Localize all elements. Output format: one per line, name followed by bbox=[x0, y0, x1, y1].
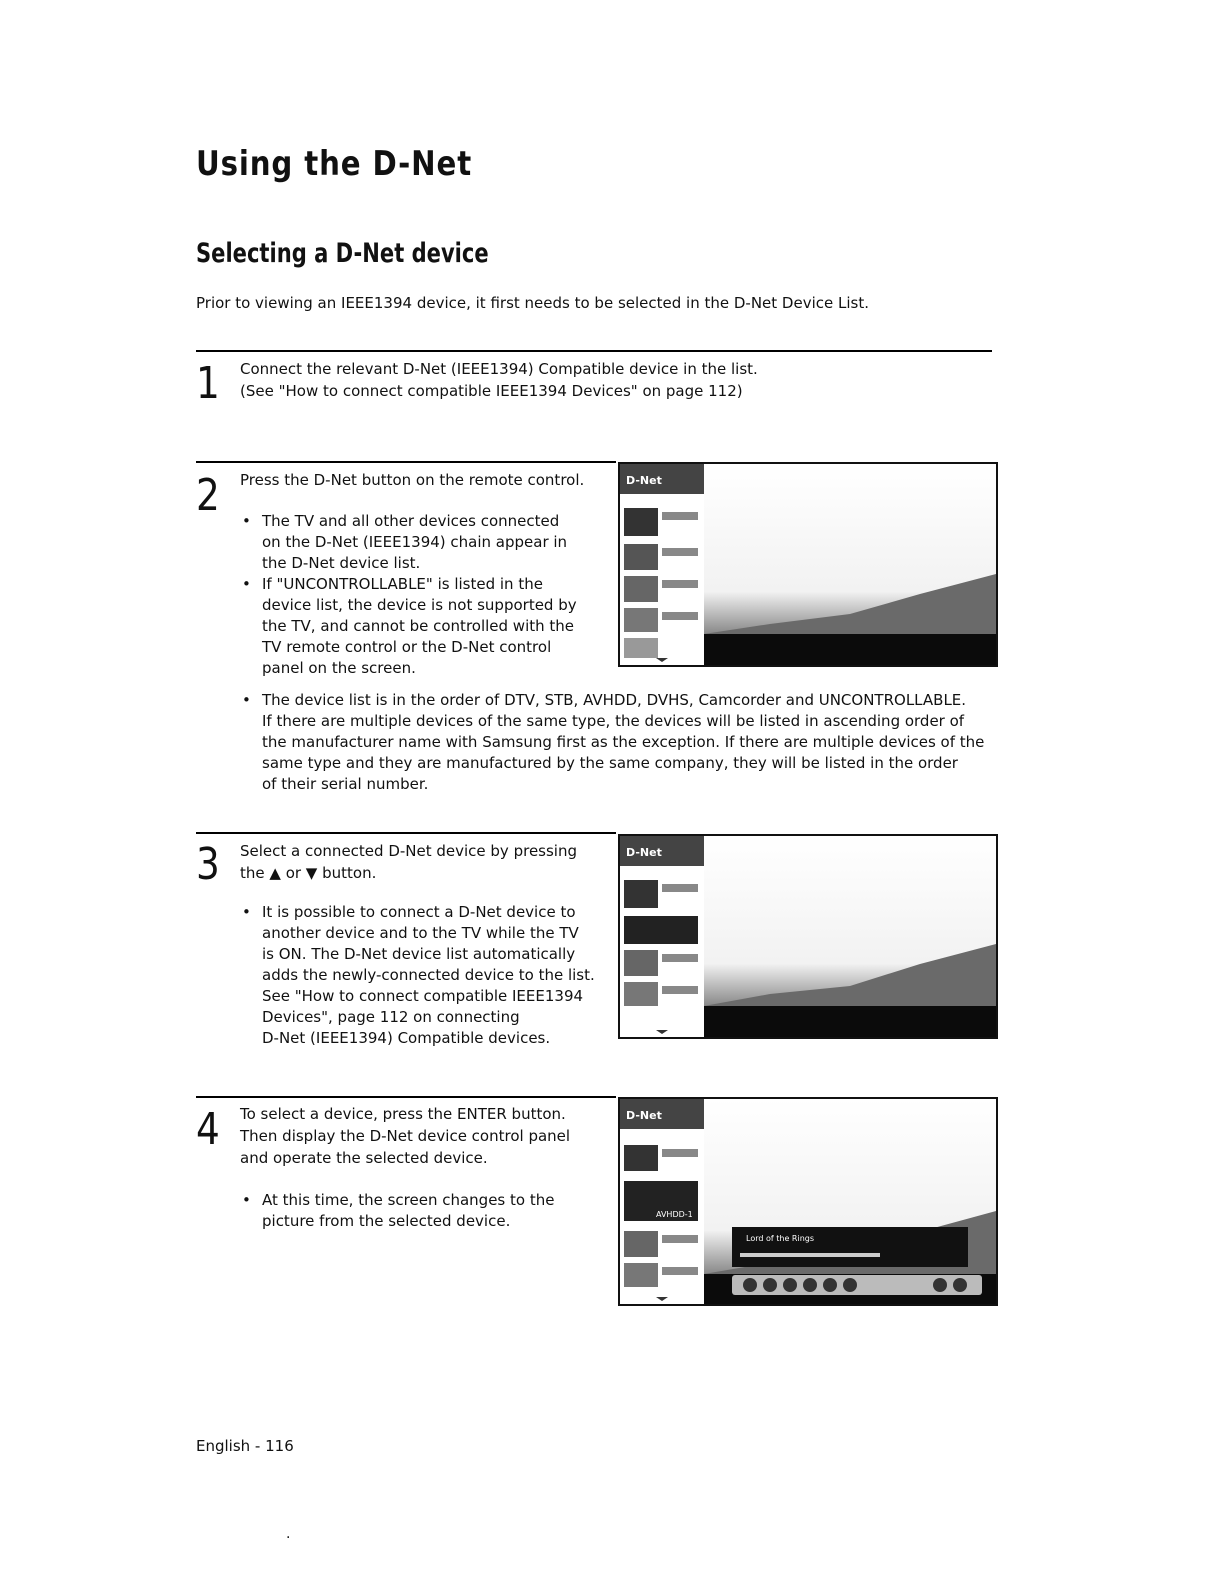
step-3-text bbox=[240, 840, 577, 884]
bullet-item bbox=[240, 902, 616, 1049]
bullet-line: another device and to the TV while the TV bbox=[262, 924, 579, 942]
now-playing-title: Lord of the Rings bbox=[746, 1234, 815, 1243]
bullet-line: the manufacturer name with Samsung first as the exception. If there are multiple devices of the bbox=[262, 733, 985, 751]
bullet-line: TV remote control or the D-Net control bbox=[262, 638, 552, 656]
bullet-line: picture from the selected device. bbox=[262, 1212, 511, 1230]
bullet-line: device list, the device is not supported by bbox=[262, 596, 577, 614]
bullet-line: If there are multiple devices of the same type, the devices will be listed in ascending order of bbox=[262, 712, 965, 730]
bullet-line: Devices", page 112 on connecting bbox=[262, 1008, 520, 1026]
step-4-number: 4 bbox=[196, 1104, 220, 1155]
bullet-dot: • bbox=[242, 691, 251, 709]
tv-screen-illustration bbox=[620, 1099, 996, 1304]
bullet-line: D-Net (IEEE1394) Compatible devices. bbox=[262, 1029, 551, 1047]
bullet-line: If "UNCONTROLLABLE" is listed in the bbox=[262, 575, 543, 593]
step-4-text bbox=[240, 1103, 570, 1169]
screenshot-select-device bbox=[618, 834, 998, 1039]
page-title: Using the D-Net bbox=[196, 144, 473, 184]
bullet-dot: • bbox=[242, 903, 251, 921]
step-4-rule bbox=[196, 1096, 616, 1098]
step-1-line: Connect the relevant D-Net (IEEE1394) Compatible device in the list. bbox=[240, 360, 758, 378]
bullet-line: The TV and all other devices connected bbox=[262, 512, 560, 530]
corner-mark: · bbox=[286, 1530, 291, 1546]
bullet-line: The device list is in the order of DTV, STB, AVHDD, DVHS, Camcorder and UNCONTROLLABLE. bbox=[262, 691, 967, 709]
step-2-bullets bbox=[240, 511, 610, 679]
page-footer: English - 116 bbox=[196, 1437, 294, 1455]
step-4-line: and operate the selected device. bbox=[240, 1149, 488, 1167]
dnet-menu-title: D-Net bbox=[626, 1109, 662, 1122]
bullet-line: is ON. The D-Net device list automatically bbox=[262, 945, 576, 963]
dnet-menu-title: D-Net bbox=[626, 846, 662, 859]
step-2-wide-bullets bbox=[240, 690, 1000, 795]
bullet-dot: • bbox=[242, 512, 251, 530]
tv-screen-illustration bbox=[620, 464, 996, 665]
device-label: AVHDD-1 bbox=[656, 1210, 693, 1219]
bullet-line: the D-Net device list. bbox=[262, 554, 421, 572]
step-2-rule bbox=[196, 461, 616, 463]
step-4-line: To select a device, press the ENTER button. bbox=[240, 1105, 566, 1123]
bullet-item bbox=[240, 690, 1000, 795]
step-3-line: the ▲ or ▼ button. bbox=[240, 864, 377, 882]
bullet-line: It is possible to connect a D-Net device to bbox=[262, 903, 576, 921]
bullet-line: panel on the screen. bbox=[262, 659, 416, 677]
step-3-number: 3 bbox=[196, 839, 220, 890]
step-2-number: 2 bbox=[196, 470, 220, 521]
bullet-item bbox=[240, 574, 610, 679]
step-4-line: Then display the D-Net device control panel bbox=[240, 1127, 571, 1145]
step-3-line: Select a connected D-Net device by pressing bbox=[240, 842, 577, 860]
step-1-text bbox=[240, 358, 758, 402]
screenshot-control-panel bbox=[618, 1097, 998, 1306]
bullet-line: same type and they are manufactured by the same company, they will be listed in the order bbox=[262, 754, 958, 772]
bullet-line: of their serial number. bbox=[262, 775, 429, 793]
intro-paragraph: Prior to viewing an IEEE1394 device, it first needs to be selected in the D-Net Device List. bbox=[196, 294, 869, 312]
bullet-line: on the D-Net (IEEE1394) chain appear in bbox=[262, 533, 568, 551]
step-1-rule bbox=[196, 350, 992, 352]
bullet-dot: • bbox=[242, 575, 251, 593]
section-title: Selecting a D-Net device bbox=[196, 238, 489, 269]
step-3-bullets bbox=[240, 902, 616, 1049]
bullet-item bbox=[240, 511, 610, 574]
step-1-line: (See "How to connect compatible IEEE1394 Devices" on page 112) bbox=[240, 382, 743, 400]
dnet-menu-title: D-Net bbox=[626, 474, 662, 487]
bullet-dot: • bbox=[242, 1191, 251, 1209]
screenshot-device-list bbox=[618, 462, 998, 667]
bullet-line: adds the newly-connected device to the list. bbox=[262, 966, 595, 984]
step-1-number: 1 bbox=[196, 358, 220, 409]
step-3-rule bbox=[196, 832, 616, 834]
step-2-line: Press the D-Net button on the remote control. bbox=[240, 471, 585, 489]
bullet-line: the TV, and cannot be controlled with the bbox=[262, 617, 575, 635]
bullet-line: At this time, the screen changes to the bbox=[262, 1191, 555, 1209]
tv-screen-illustration bbox=[620, 836, 996, 1037]
bullet-item bbox=[240, 1190, 616, 1232]
bullet-line: See "How to connect compatible IEEE1394 bbox=[262, 987, 584, 1005]
step-4-bullets bbox=[240, 1190, 616, 1232]
